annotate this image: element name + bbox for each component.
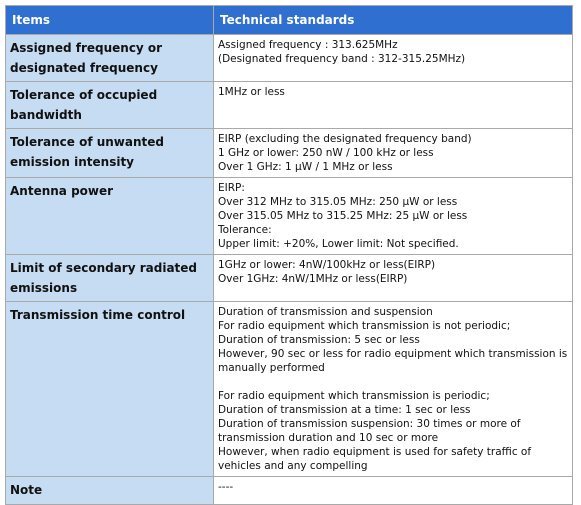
item-cell: Limit of secondary radiated emissions <box>6 255 214 302</box>
standard-line: vehicles and any compelling <box>218 460 368 472</box>
table-row <box>6 302 573 477</box>
standard-line: Over 1 GHz: 1 μW / 1 MHz or less <box>218 161 393 173</box>
standard-line: For radio equipment which transmission is not periodic; <box>218 320 511 332</box>
table-row <box>6 178 573 255</box>
standard-cell <box>214 255 573 302</box>
standard-line: Duration of transmission: 5 sec or less <box>218 334 420 346</box>
table-row <box>6 82 573 129</box>
standard-cell <box>214 82 573 129</box>
table-row <box>6 35 573 82</box>
standard-line: Upper limit: +20%, Lower limit: Not specified. <box>218 238 459 250</box>
item-cell: Antenna power <box>6 178 214 255</box>
standard-line: However, when radio equipment is used for safety traffic of <box>218 446 532 458</box>
standard-line: Assigned frequency : 313.625MHz <box>218 39 398 51</box>
table-row <box>6 255 573 302</box>
standard-line: Over 1GHz: 4nW/1MHz or less(EIRP) <box>218 273 408 285</box>
standard-line: ---- <box>218 481 234 493</box>
item-cell: Note <box>6 477 214 505</box>
standard-cell <box>214 35 573 82</box>
standard-line: manually performed <box>218 362 325 374</box>
table-row <box>6 129 573 178</box>
technical-standards-table <box>5 5 573 505</box>
spec-table-container <box>5 5 572 505</box>
standard-line: Duration of transmission suspension: 30 times or more of <box>218 418 521 430</box>
standard-line: Over 315.05 MHz to 315.25 MHz: 25 μW or less <box>218 210 468 222</box>
table-header-row <box>6 6 573 35</box>
item-cell: Tolerance of occupied bandwidth <box>6 82 214 129</box>
standard-line: For radio equipment which transmission is periodic; <box>218 390 490 402</box>
table-row <box>6 477 573 505</box>
standard-line: Tolerance: <box>218 224 272 236</box>
header-items: Items <box>6 6 214 35</box>
standard-line: EIRP (excluding the designated frequency band) <box>218 133 472 145</box>
header-technical-standards: Technical standards <box>214 6 573 35</box>
standard-line: Duration of transmission and suspension <box>218 306 433 318</box>
standard-cell <box>214 477 573 505</box>
standard-cell <box>214 129 573 178</box>
item-cell: Assigned frequency or designated frequency <box>6 35 214 82</box>
standard-line: transmission duration and 10 sec or more <box>218 432 439 444</box>
standard-line: 1GHz or lower: 4nW/100kHz or less(EIRP) <box>218 259 436 271</box>
standard-cell <box>214 178 573 255</box>
standard-line: (Designated frequency band : 312-315.25MHz) <box>218 53 466 65</box>
item-cell: Transmission time control <box>6 302 214 477</box>
item-cell: Tolerance of unwanted emission intensity <box>6 129 214 178</box>
standard-line: 1 GHz or lower: 250 nW / 100 kHz or less <box>218 147 434 159</box>
standard-cell <box>214 302 573 477</box>
standard-line: 1MHz or less <box>218 86 285 98</box>
standard-line: Duration of transmission at a time: 1 sec or less <box>218 404 471 416</box>
standard-line: Over 312 MHz to 315.05 MHz: 250 μW or less <box>218 196 458 208</box>
standard-line: However, 90 sec or less for radio equipment which transmission is <box>218 348 568 360</box>
blank-line <box>218 375 568 389</box>
standard-line: EIRP: <box>218 182 245 194</box>
table-body <box>6 35 573 505</box>
